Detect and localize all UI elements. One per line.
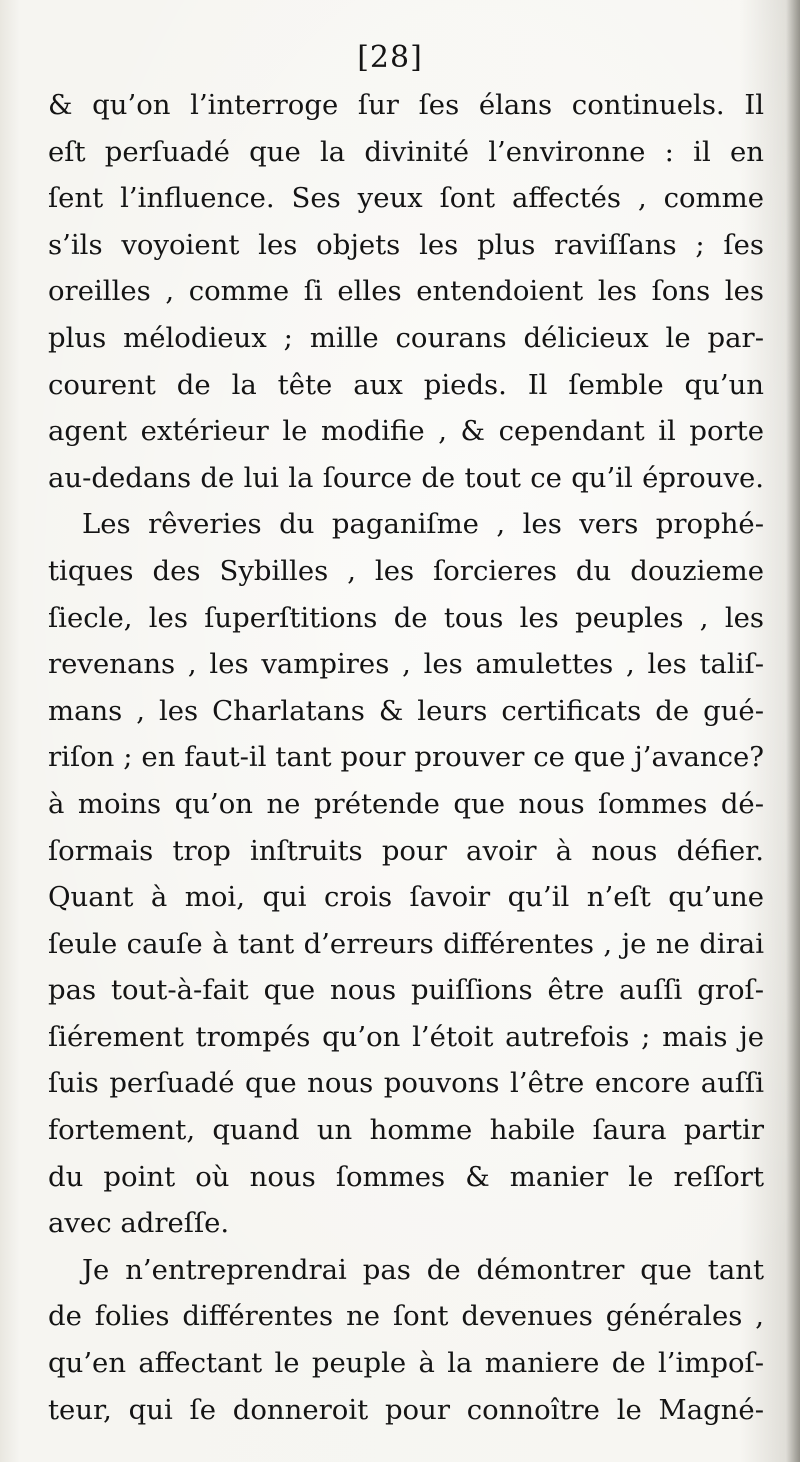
text-line-8: agent extérieur le modifie , & cependant il porte	[48, 415, 764, 448]
page-edge-shadow	[786, 0, 800, 1462]
text-line-17: ſormais trop inſtruits pour avoir à nous défier.	[48, 834, 764, 867]
text-line-16: à moins qu’on ne prétende que nous ſommes dé-	[48, 787, 764, 820]
text-line-19: ſeule cauſe à tant d’erreurs différentes , je ne dirai	[48, 927, 764, 960]
text-line-15: riſon ; en faut-il tant pour prouver ce que j’avance?	[48, 741, 764, 774]
text-line-7: courent de la tête aux pieds. Il ſemble qu’un	[48, 368, 764, 401]
text-line-11: tiques des Sybilles , les ſorcieres du douzieme	[48, 554, 764, 587]
text-line-3: ſent l’influence. Ses yeux ſont affectés , comme	[48, 182, 764, 215]
text-line-4: s’ils voyoient les objets les plus raviſſans ; ſes	[48, 228, 764, 261]
text-line-9: au-dedans de lui la ſource de tout ce qu’il éprouve.	[48, 461, 764, 494]
text-line-1: & qu’on l’interroge ſur ſes élans continuels. Il	[48, 89, 764, 121]
text-line-21: ſiérement trompés qu’on l’étoit autrefois ; mais je	[48, 1020, 764, 1053]
text-line-23: fortement, quand un homme habile ſaura partir	[48, 1114, 764, 1147]
text-line-10: Les rêveries du paganiſme , les vers prophé-	[82, 508, 764, 541]
text-line-12: ſiecle, les ſuperſtitions de tous les peuples , les	[48, 601, 764, 634]
text-line-24: du point où nous ſommes & manier le reſſort	[48, 1160, 764, 1193]
text-line-29: teur, qui ſe donneroit pour connoître le Magné-	[48, 1393, 764, 1426]
text-line-25: avec adreſſe.	[48, 1207, 230, 1240]
text-line-5: oreilles , comme ſi elles entendoient les ſons les	[48, 275, 764, 308]
text-line-14: mans , les Charlatans & leurs certificats de gué-	[48, 694, 764, 727]
text-line-13: revenans , les vampires , les amulettes , les taliſ-	[48, 648, 764, 681]
text-line-2: eſt perſuadé que la divinité l’environne : il en	[48, 135, 764, 168]
text-line-18: Quant à moi, qui crois ſavoir qu’il n’eſt qu’une	[48, 881, 764, 914]
body-text	[48, 82, 764, 1433]
text-line-22: ſuis perſuadé que nous pouvons l’être encore auſſi	[48, 1067, 764, 1100]
text-line-26: Je n’entreprendrai pas de démontrer que tant	[82, 1253, 764, 1286]
text-line-20: pas tout-à-fait que nous puiſſions être auſſi groſ-	[48, 974, 764, 1007]
text-line-27: de folies différentes ne ſont devenues générales ,	[48, 1300, 764, 1333]
text-line-6: plus mélodieux ; mille courans délicieux le par-	[48, 321, 764, 354]
text-line-28: qu’en affectant le peuple à la maniere de l’impoſ-	[48, 1347, 764, 1380]
page-number: [28]	[357, 40, 423, 75]
